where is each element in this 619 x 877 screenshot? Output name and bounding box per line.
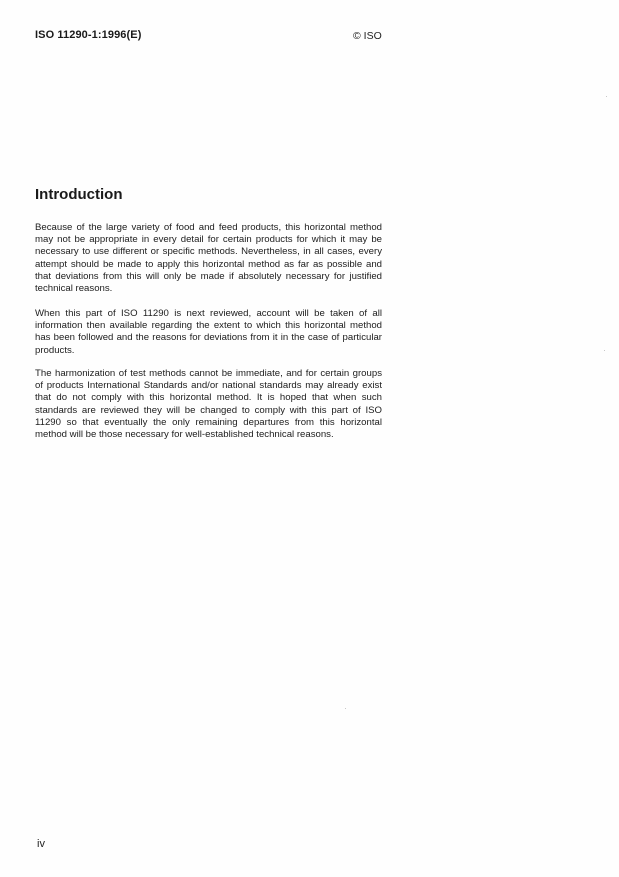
scan-speck — [606, 96, 607, 97]
standard-identifier: ISO 11290-1:1996(E) — [35, 29, 142, 41]
copyright-notice: © ISO — [353, 30, 382, 42]
introduction-paragraph-2: When this part of ISO 11290 is next reviewed, account will be taken of all information then available regarding the extent to which this horizontal method has been followed and the reasons for deviations from it in the case of particular products. — [35, 308, 382, 356]
scan-speck — [604, 350, 605, 351]
scan-speck — [345, 708, 346, 709]
section-title: Introduction — [35, 186, 123, 203]
page-number: iv — [37, 838, 45, 850]
introduction-paragraph-1: Because of the large variety of food and feed products, this horizontal method may not be appropriate in every detail for certain products for which it may be necessary to use different or specific methods. Nevertheless, in all cases, every attempt should be made to apply this horizontal method as far as possible and that deviations from this will only be made if absolutely necessary for justified technical reasons. — [35, 222, 382, 295]
introduction-paragraph-3: The harmonization of test methods cannot be immediate, and for certain groups of products International Standards and/or national standards may already exist that do not comply with this horizontal method. It is hoped that when such standards are reviewed they will be changed to comply with this part of ISO 11290 so that eventually the only remaining departures from this horizontal method will be those necessary for well-established technical reasons. — [35, 368, 382, 441]
